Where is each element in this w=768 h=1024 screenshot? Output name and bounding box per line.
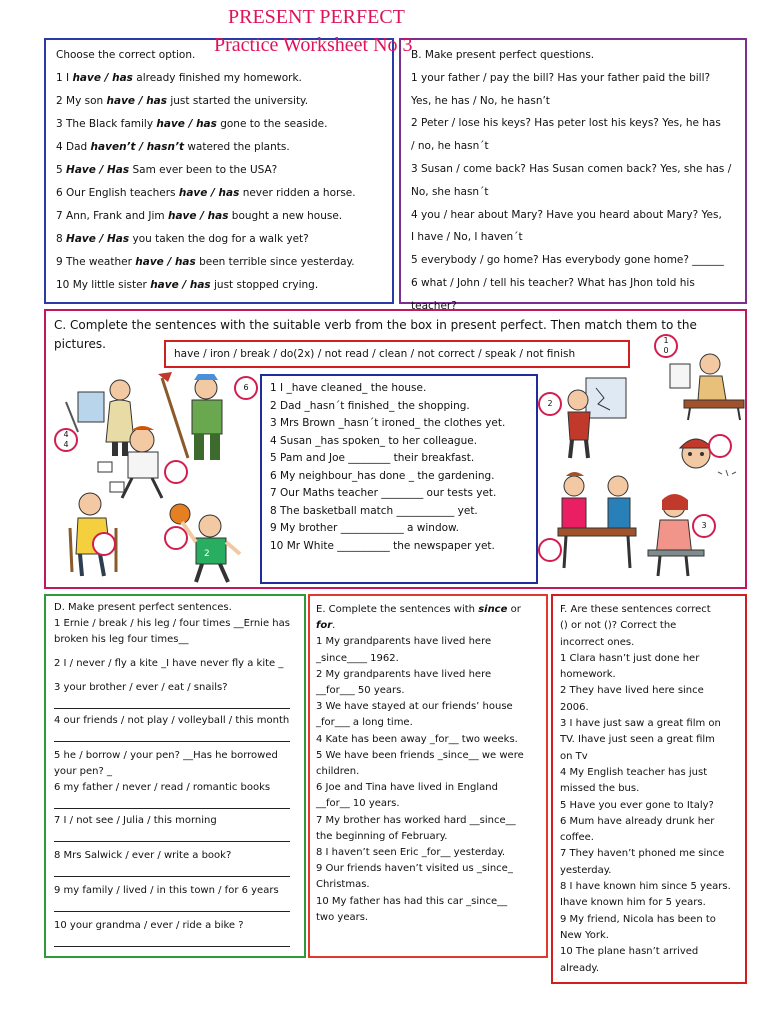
section-c-sentence: 10 Mr White __________ the newspaper yet. [270,539,495,552]
section-e-line: __for__ 10 years. [316,798,400,810]
section-b-line: Yes, he has / No, he hasn’t [411,94,550,107]
section-c-sentence: 8 The basketball match ___________ yet. [270,504,478,517]
section-d-item: 2 I / never / fly a kite _I have never fly a kite _ [54,658,284,669]
section-f-content [560,602,744,977]
section-e-line: 9 Our friends haven’t visited us _since_ [316,863,513,875]
section-f-line: F. Are these sentences correct [560,604,711,615]
section-d-item: 7 I / not see / Julia / this morning [54,815,217,826]
section-e-instruction: E. Complete the sentences with since or [316,604,521,615]
section-e-line: two years. [316,911,369,923]
picture-boy-with-cap [662,426,744,486]
section-c-sentence: 2 Dad _hasn´t finished_ the shopping. [270,399,470,412]
section-a-item: 10 My little sister have / has just stopped crying. [56,279,319,291]
section-f-line: 6 Mum have already drunk her [560,815,715,827]
section-d-item: 6 my father / never / read / romantic books [54,782,271,793]
section-d-instruction: D. Make present perfect sentences. [54,602,232,613]
picture-couple-at-breakfast [552,468,642,572]
section-d-item: 10 your grandma / ever / ride a bike ? [54,920,244,931]
section-f-line: coffee. [560,832,594,844]
answer-line[interactable] [54,936,290,947]
section-f-line: incorrect ones. [560,636,635,648]
section-e-line: 4 Kate has been away _for__ two weeks. [316,733,518,745]
section-b-line: 2 Peter / lose his keys? Has peter lost his keys? Yes, he has [411,117,721,130]
section-e-instruction-cont: for. [316,620,336,632]
worksheet-title: PRESENT PERFECT [228,6,405,28]
section-b-line: 3 Susan / come back? Has Susan comen back? Yes, she has / [411,162,732,175]
section-a-item: 8 Have / Has you taken the dog for a walk yet? [56,233,309,245]
answer-circle[interactable]: 6 [234,376,258,400]
section-c-sentence: 4 Susan _has spoken_ to her colleague. [270,434,478,447]
section-d-item: 9 my family / lived / in this town / for 6 years [54,885,279,896]
answer-circle[interactable]: 4 4 [54,428,78,452]
section-e-line: Christmas. [316,879,370,891]
section-f-line: 9 My friend, Nicola has been to [560,913,716,925]
section-c-instruction: C. Complete the sentences with the suitable verb from the box in present perfect. Then match them to the pictures. [54,318,697,351]
section-d-item: 8 Mrs Salwick / ever / write a book? [54,850,232,861]
section-f-line: New York. [560,929,609,941]
section-e-line: 8 I haven’t seen Eric _for__ yesterday. [316,847,506,859]
section-b-line: 1 your father / pay the bill? Has your father paid the bill? [411,71,711,84]
section-a-item: 1 I have / has already finished my homework. [56,72,302,84]
picture-man-with-newspaper [664,350,746,422]
section-b-line: 5 everybody / go home? Has everybody gone home? ______ [411,254,724,267]
section-a-instruction: Choose the correct option. [56,49,196,61]
section-b-line: teacher? [411,299,457,312]
section-b-instruction: B. Make present perfect questions. [411,49,595,61]
section-e-line: 3 We have stayed at our friends’ house [316,701,513,713]
section-b-line: No, she hasn´t [411,185,489,198]
answer-circle[interactable] [164,460,188,484]
section-f-line: 8 I have known him since 5 years. [560,881,731,893]
section-f-line: () or not ()? Correct the [560,620,677,632]
section-a-item: 9 The weather have / has been terrible since yesterday. [56,256,355,268]
answer-circle[interactable] [164,526,188,550]
answer-line[interactable] [54,731,290,742]
section-b-line: 4 you / hear about Mary? Have you heard about Mary? Yes, [411,208,722,221]
worksheet-subtitle: Practice Worksheet No 3 [214,34,413,56]
section-a-item: 2 My son have / has just started the university. [56,95,309,107]
section-f-line: 1 Clara hasn’t just done her [560,652,700,664]
section-e-content [316,602,544,926]
section-c-sentence: 7 Our Maths teacher ________ our tests yet. [270,487,497,499]
section-f-line: on Tv [560,750,588,762]
section-a-item: 3 The Black family have / has gone to the seaside. [56,118,328,130]
section-e-line: the beginning of February. [316,830,448,842]
section-d-item: 5 he / borrow / your pen? __Has he borrowed your pen? _ [54,750,278,777]
answer-line[interactable] [54,901,290,912]
section-f-line: 4 My English teacher has just [560,766,708,778]
picture-man-in-chair [60,488,130,580]
answer-line[interactable] [54,831,290,842]
section-f-line: 3 I have just saw a great film on [560,718,721,730]
answer-circle[interactable]: 1 0 [654,334,678,358]
section-f-line: 5 Have you ever gone to Italy? [560,799,714,811]
section-e-line: 2 My grandparents have lived here [316,668,492,680]
answer-line[interactable] [54,798,290,809]
section-b-line: / no, he hasn´t [411,140,489,153]
section-e-line: _since____ 1962. [316,652,399,664]
section-d-item: 1 Ernie / break / his leg / four times __Ernie has broken his leg four times__ [54,618,290,645]
section-c-sentence: 3 Mrs Brown _hasn´t ironed_ the clothes yet. [270,417,506,429]
section-f-line: 2006. [560,701,589,713]
section-c-sentence: 6 My neighbour_has done _ the gardening. [270,469,495,482]
section-f-line: Ihave known him for 5 years. [560,897,706,909]
section-e-line: 6 Joe and Tina have lived in England [316,782,498,794]
section-c-sentence: 5 Pam and Joe ________ their breakfast. [270,452,475,464]
section-a-item: 6 Our English teachers have / has never ridden a horse. [56,187,356,199]
section-b-line: 6 what / John / tell his teacher? What has Jhon told his [411,276,695,289]
section-e-line: 10 My father has had this car _since__ [316,895,508,907]
section-f-line: homework. [560,669,616,681]
section-f-line: already. [560,962,600,974]
section-c-sentence: 9 My brother ____________ a window. [270,522,460,534]
section-f-line: TV. Ihave just seen a great film [560,734,715,746]
answer-circle[interactable] [92,532,116,556]
answer-line[interactable] [54,698,290,709]
answer-circle[interactable]: 2 [538,392,562,416]
section-e-line: 5 We have been friends _since__ we were [316,749,524,761]
section-c-sentence: 1 I _have cleaned_ the house. [270,382,427,394]
section-f-line: 7 They haven’t phoned me since [560,848,725,860]
svg-text:2: 2 [204,549,210,559]
answer-circle[interactable]: 3 [692,514,716,538]
section-b-line: I have / No, I haven´t [411,231,523,244]
answer-circle[interactable] [708,434,732,458]
section-e-line: _for___ a long time. [316,717,413,729]
section-e-line: children. [316,766,360,778]
section-a-item: 4 Dad haven’t / hasn’t watered the plants. [56,141,290,153]
section-d-item: 4 our friends / not play / volleyball / this month [54,715,290,726]
section-e-line: 7 My brother has worked hard __since__ [316,814,516,826]
picture-man-breaking-window [560,374,632,460]
section-a-item: 5 Have / Has Sam ever been to the USA? [56,164,278,176]
section-d-item: 3 your brother / ever / eat / snails? [54,682,228,693]
section-a-item: 7 Ann, Frank and Jim have / has bought a new house. [56,210,343,222]
section-b-box [399,38,747,312]
section-e-line: 1 My grandparents have lived here [316,636,492,648]
section-f-line: yesterday. [560,864,612,876]
section-f-line: 10 The plane hasn’t arrived [560,946,699,958]
section-c-sentence-list [260,374,538,584]
section-f-line: 2 They have lived here since [560,685,704,697]
section-d-content [54,600,298,947]
section-a-box [44,38,394,304]
section-e-line: __for___ 50 years. [316,685,405,697]
verb-word-box: have / iron / break / do(2x) / not read / clean / not correct / speak / not finish [164,340,630,368]
answer-circle[interactable] [538,538,562,562]
section-f-line: missed the bus. [560,783,640,795]
answer-line[interactable] [54,866,290,877]
